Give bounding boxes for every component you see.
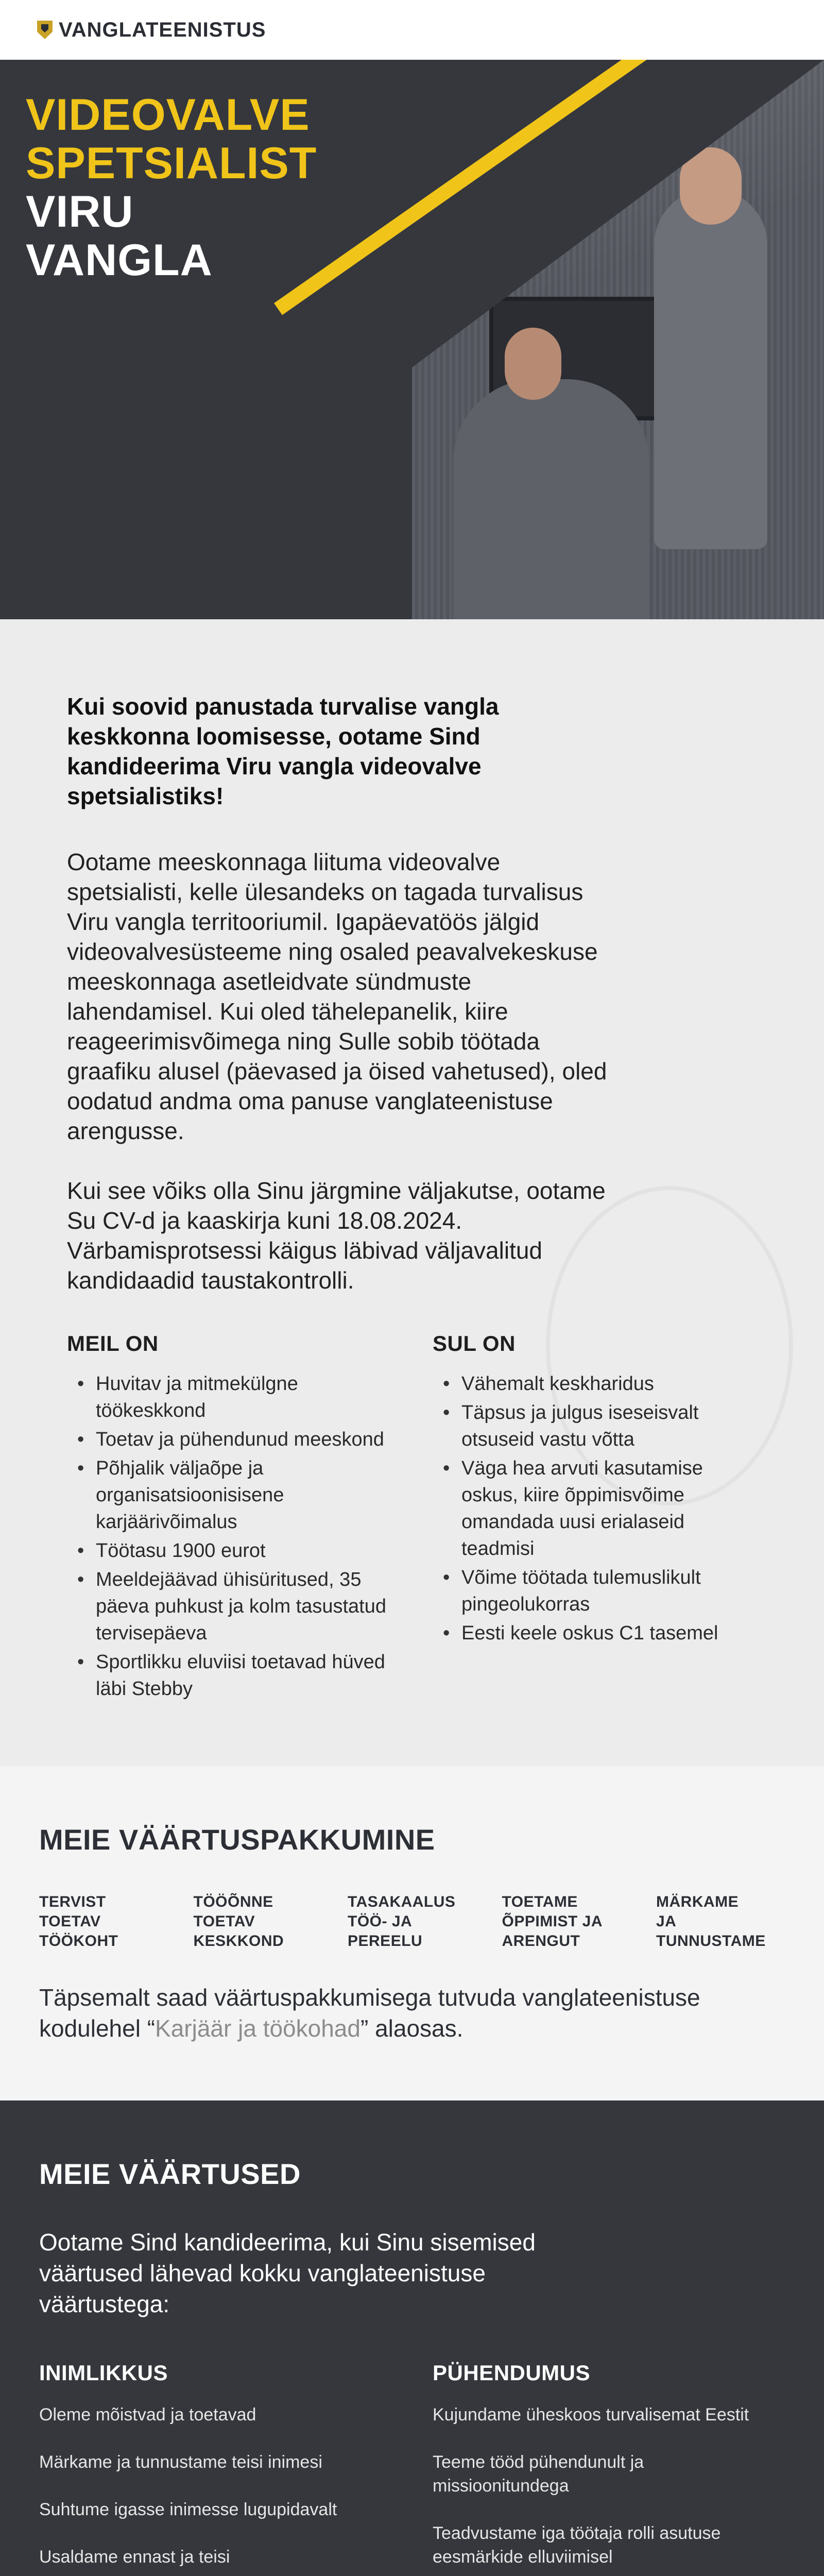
title-line-3: VIRU [26, 187, 134, 236]
value-item: Teeme tööd pühendunult ja missioonitundega [433, 2452, 644, 2496]
benefits-row [39, 1892, 785, 1951]
value-title: PÜHENDUMUS [433, 2361, 591, 2385]
officer-standing [654, 189, 767, 549]
list-item: • Eesti keele oskus C1 tasemel [461, 1620, 757, 1647]
job-description [0, 619, 824, 1766]
requirements-list [433, 1370, 757, 1647]
value-group-pyhendumus [433, 2361, 785, 2576]
officer-seated-head [505, 328, 561, 400]
title-line-1: VIDEOVALVE [26, 90, 310, 140]
offer-list [67, 1370, 391, 1702]
description-paragraph: Ootame meeskonnaga liituma videovalve spetsialisti, kelle ülesandeks on tagada turvalisus Viru vangla territooriumil. Igapäevatöös jälgid videovalvesüsteeme ning osaled peavalvekeskuse meeskonnaga asetleidvate sündmuste lahendamisel. Kui oled tähelepanelik, kiire reageerimisvõimega ning Sulle sobib töötada graafiku alusel (päevased ja öised vahetused), oled oodatud andma oma panuse vanglateenistuse arengusse. [67, 849, 607, 1144]
values-grid [39, 2361, 785, 2576]
values-intro: Ootame Sind kandideerima, kui Sinu sisemised väärtused lähevad kokku vanglateenistuse väärtustega: [39, 2229, 536, 2317]
shield-icon [37, 21, 53, 39]
list-item: • Võime töötada tulemuslikult pingeolukorras [461, 1564, 757, 1618]
value-item: Usaldame ennast ja teisi [39, 2547, 230, 2567]
value-item: Märkame ja tunnustame teisi inimesi [39, 2452, 322, 2472]
benefit-item: TOETAME ÕPPIMIST JA ARENGUT [502, 1893, 603, 1950]
list-item: • Töötasu 1900 eurot [96, 1537, 391, 1564]
benefit-item: MÄRKAME JA TUNNUSTAME [656, 1893, 766, 1950]
value-item: Suhtume igasse inimesse lugupidavalt [39, 2500, 337, 2519]
benefits-heading: MEIE VÄÄRTUSPAKKUMINE [39, 1823, 435, 1856]
hero-photo [412, 60, 824, 619]
values-heading: MEIE VÄÄRTUSED [39, 2158, 301, 2190]
benefit-item: TERVIST TOETAV TÖÖKOHT [39, 1893, 118, 1950]
brand-name: VANGLATEENISTUS [59, 18, 266, 41]
list-item: • Toetav ja pühendunud meeskond [96, 1426, 391, 1453]
list-item: • Huvitav ja mitmekülgne töökeskkond [96, 1370, 391, 1424]
values-section [0, 2100, 824, 2576]
offer-heading: MEIL ON [67, 1331, 159, 1355]
list-item: • Täpsus ja julgus iseseisvalt otsuseid vastu võtta [461, 1399, 757, 1453]
note-text: Täpsemalt saad väärtuspakkumisega tutvuda vanglateenistuse kodulehel “ [39, 1984, 700, 2042]
note-text-end: ” alaosas. [360, 2015, 464, 2042]
benefits-section [0, 1766, 824, 2100]
hero-banner [0, 60, 824, 619]
top-header [0, 0, 824, 60]
benefit-item: TÖÖÕNNE TOETAV KESKKOND [193, 1893, 284, 1950]
title-line-4: VANGLA [26, 235, 213, 285]
job-title [26, 91, 317, 284]
list-item: • Põhjalik väljaõpe ja organisatsioonisisene karjäärivõimalus [96, 1455, 391, 1535]
value-item: Oleme mõistvad ja toetavad [39, 2405, 256, 2425]
value-group-inimlikkus [39, 2361, 391, 2576]
title-line-2: SPETSIALIST [26, 139, 317, 188]
requirements-heading: SUL ON [433, 1331, 516, 1355]
lead-text: Kui soovid panustada turvalise vangla keskkonna loomisesse, ootame Sind kandideerima Viru vangla videovalve spetsialistiks! [67, 693, 499, 809]
officer-seated [453, 379, 649, 619]
list-item: • Vähemalt keskharidus [461, 1370, 757, 1397]
requirements-column [433, 1331, 757, 1704]
benefits-note [39, 1982, 785, 2044]
list-item: • Väga hea arvuti kasutamise oskus, kiire õppimisvõime omandada uusi erialaseid teadmisi [461, 1455, 757, 1562]
officer-standing-head [680, 147, 742, 225]
career-link[interactable]: Karjäär ja töökohad [155, 2015, 360, 2042]
offer-requirements [67, 1331, 757, 1704]
deadline-paragraph: Kui see võiks olla Sinu järgmine väljakutse, ootame Su CV-d ja kaaskirja kuni 18.08.2024. Värbamisprotsessi käigus läbivad väljavalitud kandidaadid taustakontrolli. [67, 1177, 606, 1294]
benefit-item: TASAKAALUS TÖÖ- JA PEREELU [348, 1893, 456, 1950]
list-item: • Sportlikku eluviisi toetavad hüved läbi Stebby [96, 1649, 391, 1702]
value-item: Kujundame üheskoos turvalisemat Eestit [433, 2405, 749, 2425]
list-item: • Meeldejäävad ühisüritused, 35 päeva puhkust ja kolm tasustatud tervisepäeva [96, 1566, 391, 1647]
value-item: Teadvustame iga töötaja rolli asutuse eesmärkide elluviimisel [433, 2523, 721, 2567]
value-title: INIMLIKKUS [39, 2361, 168, 2385]
offer-column [67, 1331, 391, 1704]
brand-logo[interactable] [37, 19, 266, 42]
